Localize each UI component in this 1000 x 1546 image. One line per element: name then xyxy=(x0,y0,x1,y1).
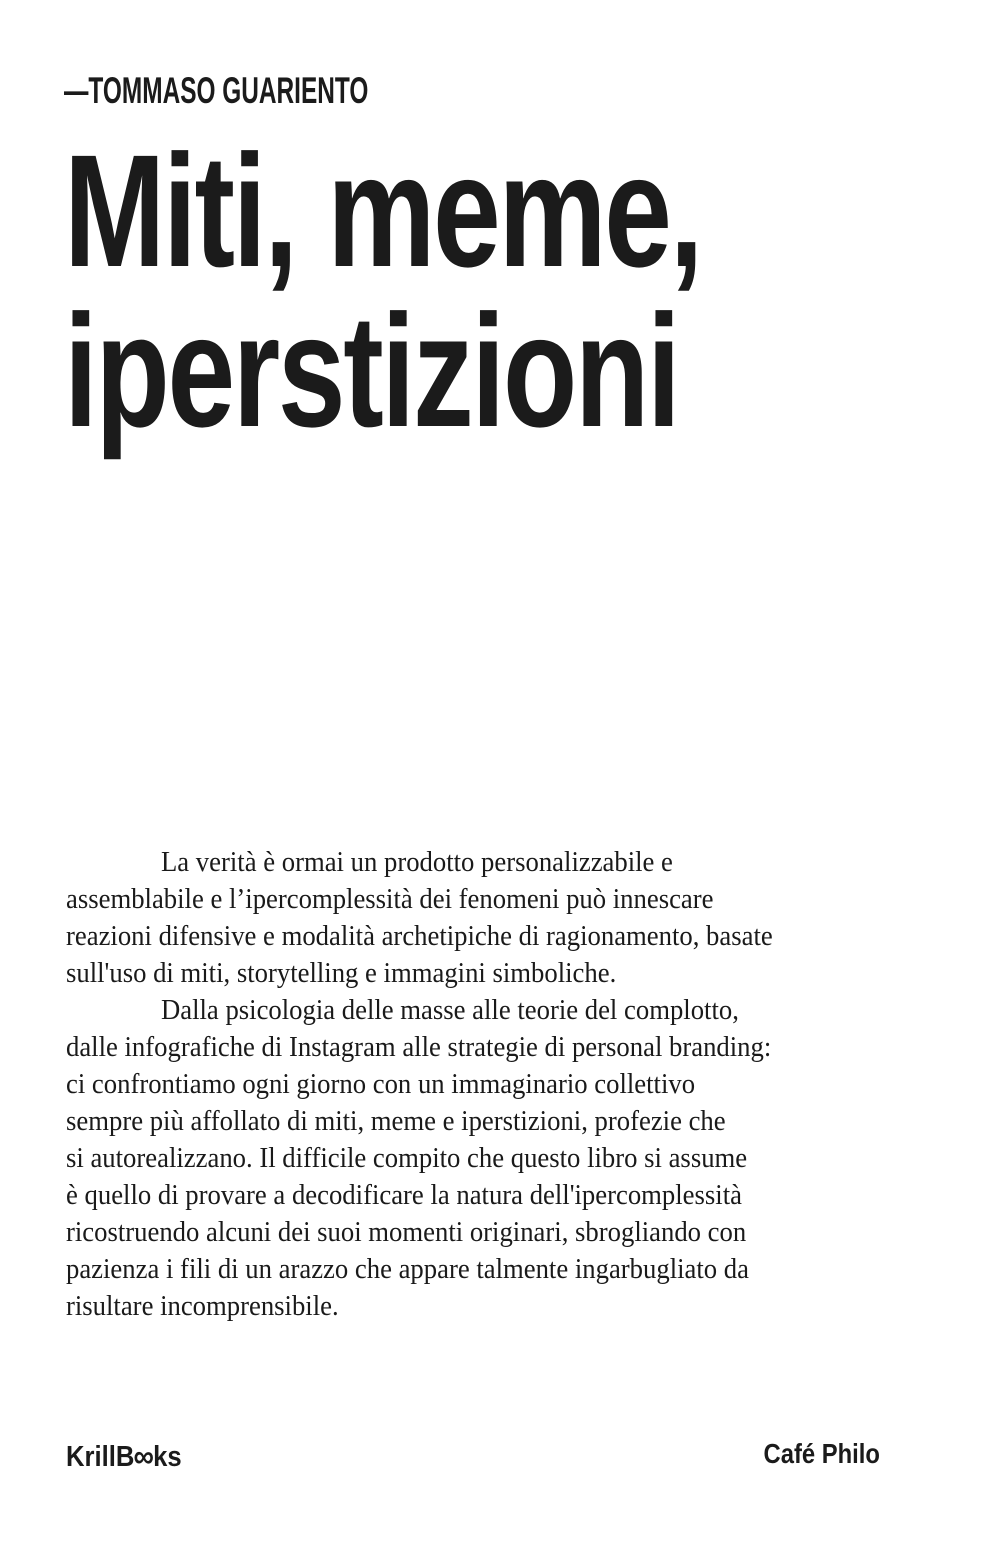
synopsis-text xyxy=(66,844,880,1325)
synopsis-line: risultare incomprensibile. xyxy=(66,1290,339,1322)
synopsis-line: ci confrontiamo ogni giorno con un immaginario collettivo xyxy=(66,1068,696,1100)
synopsis-line: si autorealizzano. Il difficile compito che questo libro si assume xyxy=(66,1142,748,1174)
publisher-logo-text-suffix: ks xyxy=(153,1441,182,1473)
publisher-logo-text-prefix: KrillB xyxy=(66,1441,135,1473)
book-title-line-2: iperstizioni xyxy=(64,281,679,460)
publisher-logo-krillbooks xyxy=(66,1440,182,1472)
synopsis-line: sull'uso di miti, storytelling e immagini simboliche. xyxy=(66,957,617,989)
synopsis-line: sempre più affollato di miti, meme e iperstizioni, profezie che xyxy=(66,1105,726,1137)
book-title xyxy=(64,121,902,460)
author-name: —TOMMASO GUARIENTO xyxy=(64,70,369,111)
infinity-oo-ligature-icon: ∞ xyxy=(133,1438,154,1474)
book-title-line-1: Miti, meme, xyxy=(64,121,702,300)
synopsis-line: è quello di provare a decodificare la natura dell'ipercomplessità xyxy=(66,1179,742,1211)
synopsis-line: Dalla psicologia delle masse alle teorie del complotto, xyxy=(161,994,739,1026)
synopsis-line: La verità è ormai un prodotto personalizzabile e xyxy=(161,846,673,878)
series-logo-cafe-philo: Café Philo xyxy=(763,1438,880,1469)
synopsis-line: dalle infografiche di Instagram alle strategie di personal branding: xyxy=(66,1031,772,1063)
synopsis-line: pazienza i fili di un arazzo che appare talmente ingarbugliato da xyxy=(66,1253,749,1285)
synopsis-line: assemblabile e l’ipercomplessità dei fenomeni può innescare xyxy=(66,883,714,915)
synopsis-line: reazioni difensive e modalità archetipiche di ragionamento, basate xyxy=(66,920,773,952)
synopsis-line: ricostruendo alcuni dei suoi momenti originari, sbrogliando con xyxy=(66,1216,747,1248)
